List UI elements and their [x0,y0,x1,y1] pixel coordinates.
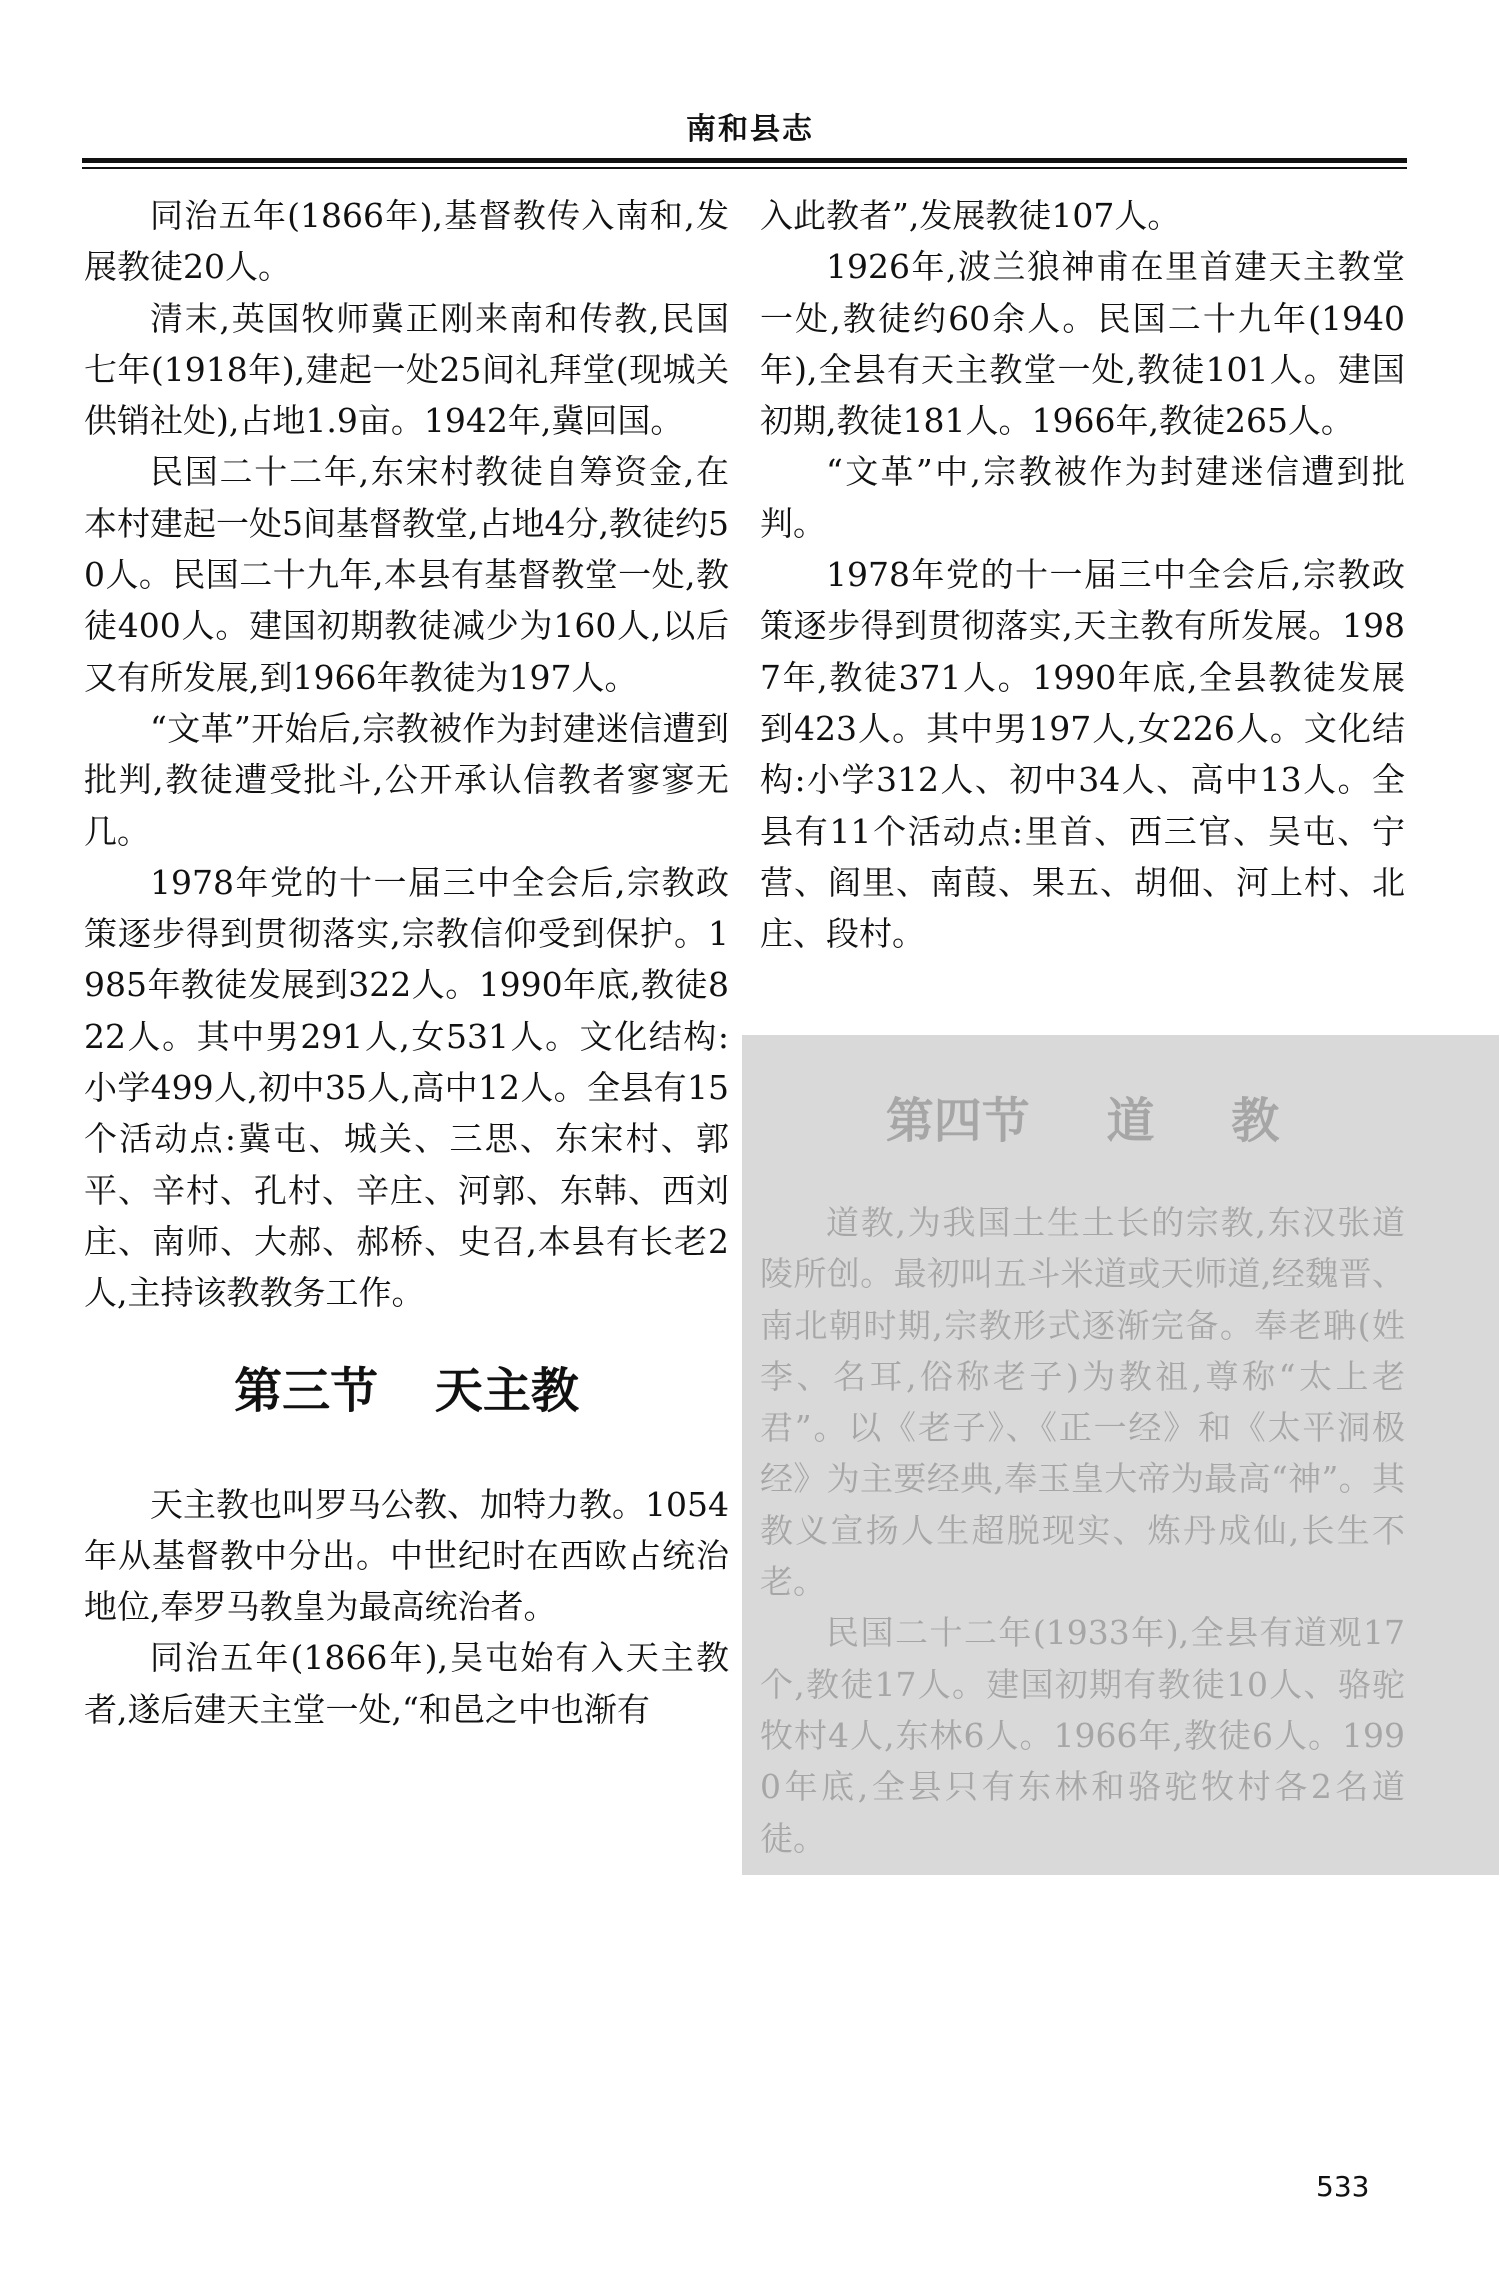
running-header: 南和县志 [686,112,814,147]
right-column [760,190,1405,959]
paragraph: 民国二十二年(1933年),全县有道观17个,教徒17人。建国初期有教徒10人、骆驼牧村4人,东林6人。1966年,教徒6人。1990年底,全县只有东林和骆驼牧村各2名道徒。 [760,1613,1405,1858]
paragraph: 民国二十二年,东宋村教徒自筹资金,在本村建起一处5间基督教堂,占地4分,教徒约50人。民国二十九年,本县有基督教堂一处,教徒400人。建国初期教徒减少为160人,以后又有所发展,到1966年教徒为197人。 [84,452,729,697]
header-rule-thin [82,167,1407,169]
paragraph: 清末,英国牧师冀正刚来南和传教,民国七年(1918年),建起一处25间礼拜堂(现城关供销社处),占地1.9亩。1942年,冀回国。 [84,298,729,441]
shaded-section-taoism [742,1035,1499,1875]
left-column [84,190,729,1735]
paragraph: 同治五年(1866年),基督教传入南和,发展教徒20人。 [84,196,729,287]
paragraph-continuation: 入此教者”,发展教徒107人。 [760,196,1181,235]
paragraph: 1926年,波兰狼神甫在里首建天主教堂一处,教徒约60余人。民国二十九年(1940年),全县有天主教堂一处,教徒101人。建国初期,教徒181人。1966年,教徒265人。 [760,247,1405,441]
section-title-taoism: 第四节 道 教 [885,1093,1280,1149]
page-number: 533 [1316,2170,1370,2203]
paragraph: “文革”开始后,宗教被作为封建迷信遭到批判,教徒遭受批斗,公开承认信教者寥寥无几。 [84,708,729,851]
header-rule-thick [82,158,1407,163]
paragraph: 同治五年(1866年),吴屯始有入天主教者,遂后建天主堂一处,“和邑之中也渐有 [84,1638,729,1729]
paragraph: 1978年党的十一届三中全会后,宗教政策逐步得到贯彻落实,天主教有所发展。1987年,教徒371人。1990年底,全县教徒发展到423人。其中男197人,女226人。文化结构:小学312人、初中34人、高中13人。全县有11个活动点:里首、西三官、吴屯、宁营、阎里、南葭、果五、胡佃、河上村、北庄、段村。 [760,555,1405,954]
section-title-catholicism: 第三节 天主教 [234,1362,579,1419]
paragraph: “文革”中,宗教被作为封建迷信遭到批判。 [760,452,1405,543]
paragraph: 1978年党的十一届三中全会后,宗教政策逐步得到贯彻落实,宗教信仰受到保护。1985年教徒发展到322人。1990年底,教徒822人。其中男291人,女531人。文化结构:小学499人,初中35人,高中12人。全县有15个活动点:冀屯、城关、三思、东宋村、郭平、辛村、孔村、辛庄、河郭、东韩、西刘庄、南师、大郝、郝桥、史召,本县有长老2人,主持该教教务工作。 [84,862,729,1313]
shaded-section-content [760,1055,1405,1864]
paragraph: 天主教也叫罗马公教、加特力教。1054年从基督教中分出。中世纪时在西欧占统治地位,奉罗马教皇为最高统治者。 [84,1484,729,1627]
paragraph: 道教,为我国土生土长的宗教,东汉张道陵所创。最初叫五斗米道或天师道,经魏晋、南北朝时期,宗教形式逐渐完备。奉老聃(姓李、名耳,俗称老子)为教祖,尊称“太上老君”。以《老子》、《正一经》和《太平洞极经》为主要经典,奉玉皇大帝为最高“神”。其教义宣扬人生超脱现实、炼丹成仙,长生不老。 [760,1203,1405,1602]
